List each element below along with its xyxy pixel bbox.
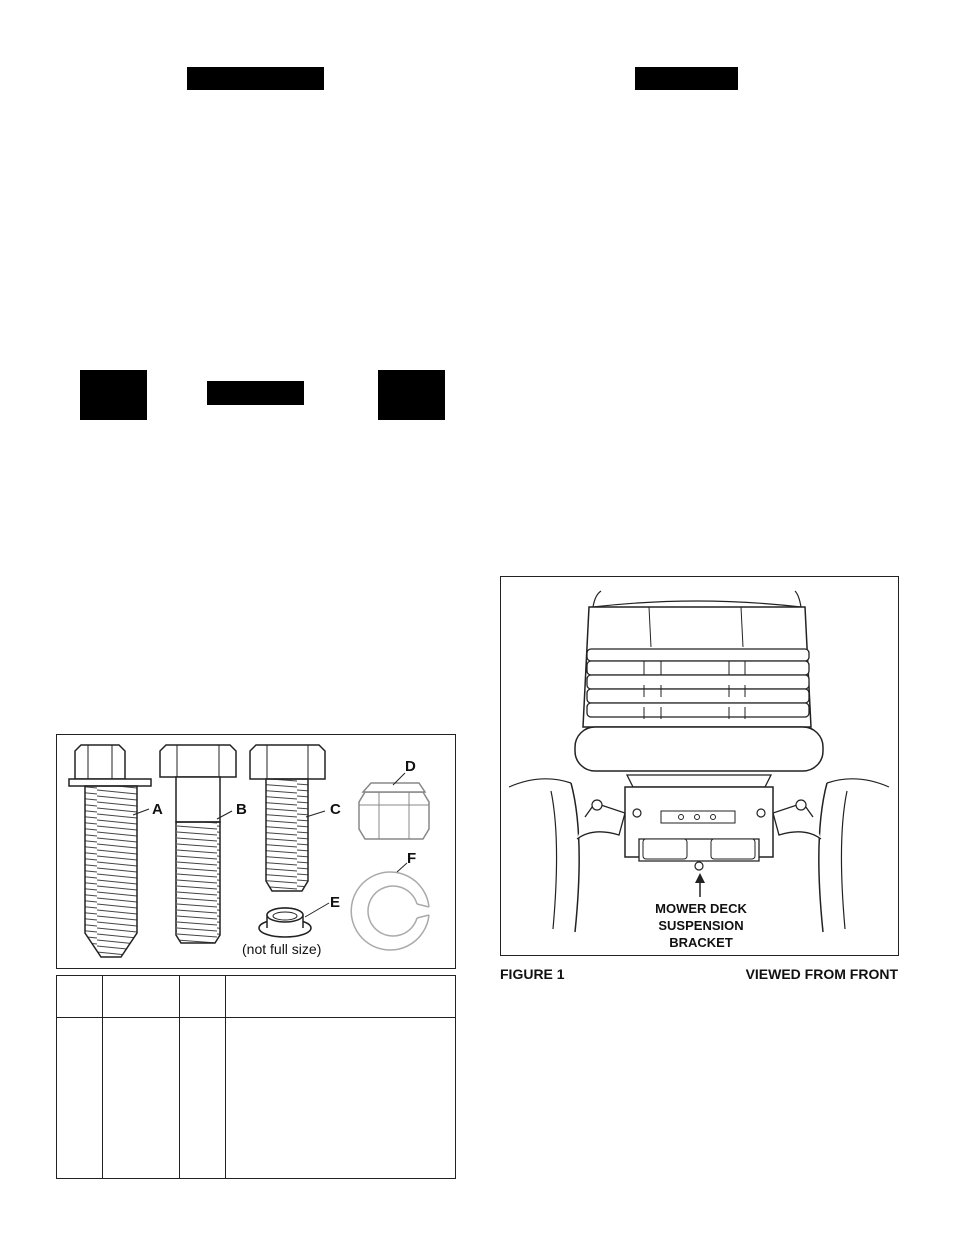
hardware-illustration [57,735,454,967]
redacted-heading-right [635,67,738,90]
redacted-warning-icon-right [378,370,445,420]
nut-d-drawing [359,773,429,839]
table-header-divider [57,1017,455,1018]
bolt-b-drawing [160,745,236,943]
callout-line-1: MOWER DECK [655,901,747,916]
figure1-caption-left: FIGURE 1 [500,966,565,982]
figure1 [500,576,899,956]
bushing-e-drawing [259,903,329,937]
parts-table [56,975,456,1179]
table-col-divider-1 [102,976,103,1178]
label-c: C [330,801,341,818]
label-d: D [405,758,416,775]
label-a: A [152,801,163,818]
lock-washer-f-drawing [351,863,429,950]
table-col-divider-2 [179,976,180,1178]
redacted-warning-icon-left [80,370,147,420]
redacted-heading-left [187,67,324,90]
callout-line-3: BRACKET [669,935,733,950]
redacted-warning-label [207,381,304,405]
figure1-caption-right: VIEWED FROM FRONT [745,966,898,982]
label-f: F [407,850,417,867]
hardware-figure [56,734,456,969]
bolt-a-drawing [69,745,151,957]
callout-line-2: SUSPENSION [658,918,744,933]
label-e: E [330,894,341,911]
label-b: B [236,801,247,818]
not-full-size-note: (not full size) [242,941,322,957]
table-col-divider-3 [225,976,226,1178]
bolt-c-drawing [250,745,325,891]
tractor-front-illustration [501,577,897,954]
